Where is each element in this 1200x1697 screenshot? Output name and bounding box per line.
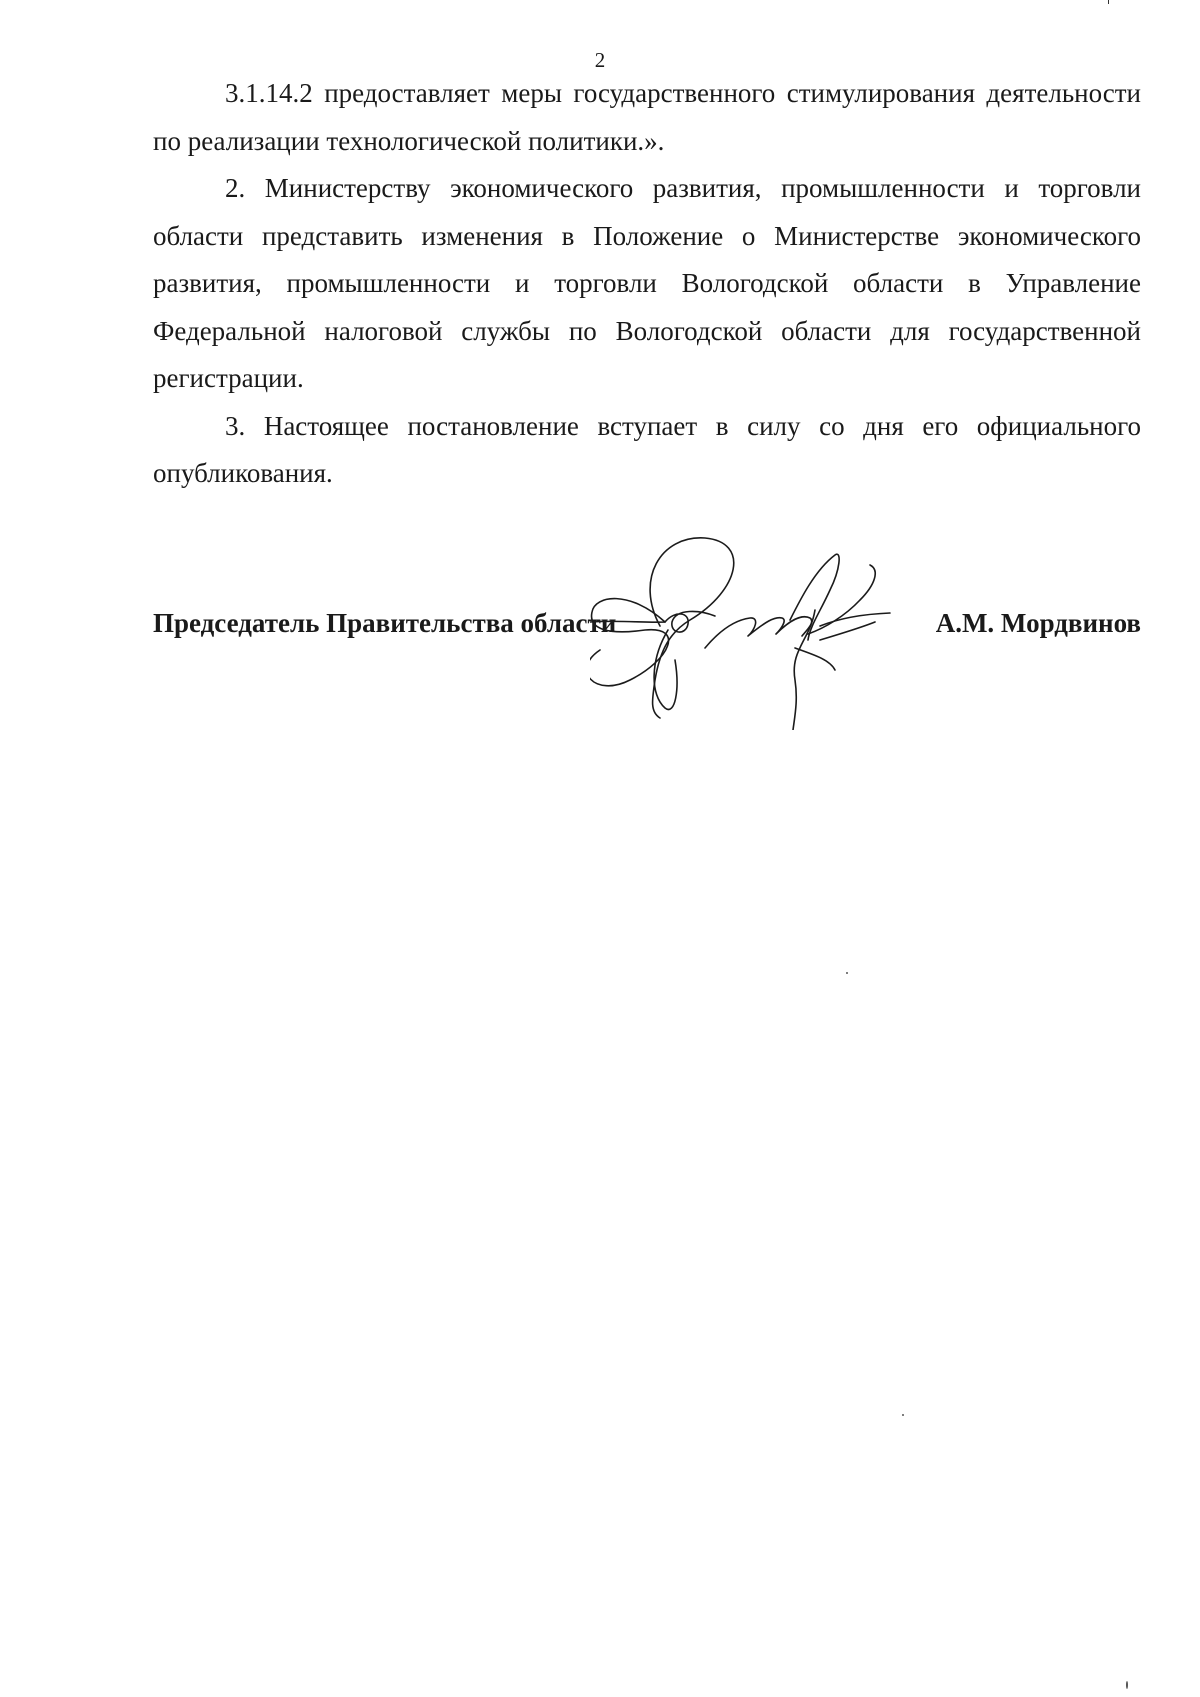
page-number: 2 [594, 48, 606, 72]
scan-speck [902, 1414, 904, 1416]
scan-speck [1126, 1681, 1128, 1689]
handwritten-signature [590, 530, 950, 730]
scan-speck [846, 972, 848, 974]
scan-edge-mark [1108, 0, 1109, 4]
paragraph-3: 3. Настоящее постановление вступает в силу со дня его официального опубликования. [153, 410, 1141, 488]
paragraph-1: 3.1.14.2 предоставляет меры государственного стимулирования деятельности по реализации технологической политики.». [153, 78, 1141, 156]
signatory-title: Председатель Правительства области [153, 608, 617, 638]
document-body [153, 70, 1141, 498]
paragraph-2: 2. Министерству экономического развития, промышленности и торговли области представить изменения в Положение о Министерстве экономического развития, промышленности и торговли Вологодской области в Управление Федеральной налоговой службы по Вологодской области для государственной регистрации. [153, 173, 1141, 393]
signatory-name: А.М. Мордвинов [935, 608, 1141, 638]
